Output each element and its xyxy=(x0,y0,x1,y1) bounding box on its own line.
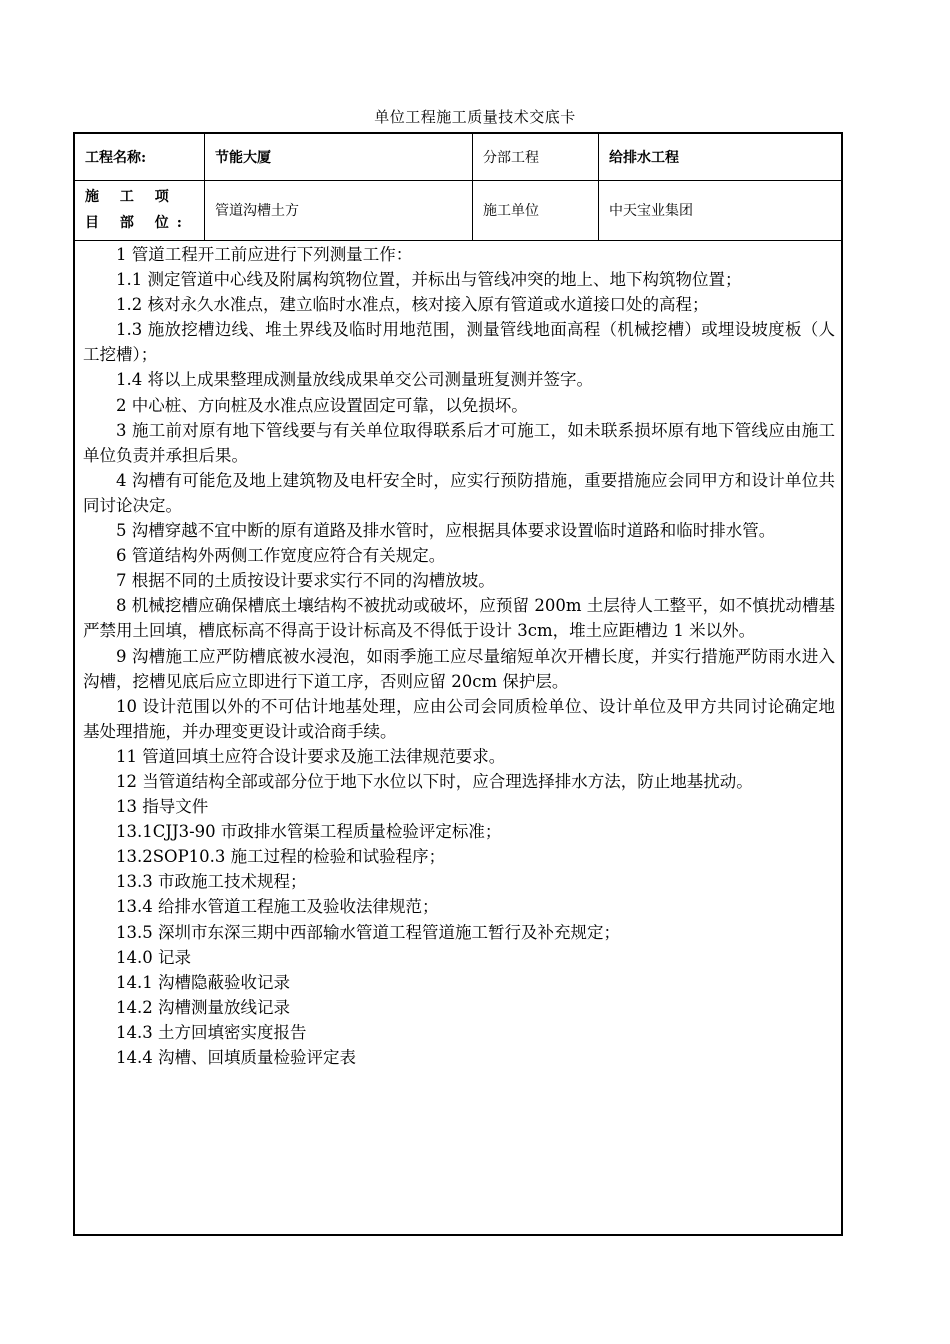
paragraph: 12 当管道结构全部或部分位于地下水位以下时，应合理选择排水方法，防止地基扰动。 xyxy=(116,771,753,791)
project-name-value: 节能大厦 xyxy=(205,134,473,180)
paragraph: 1.4 将以上成果整理成测量放线成果单交公司测量班复测并签字。 xyxy=(116,370,593,390)
document-title: 单位工程施工质量技术交底卡 xyxy=(374,108,576,126)
header-row-1 xyxy=(75,134,841,181)
paragraph: 1 管道工程开工前应进行下列测量工作： xyxy=(116,245,413,264)
paragraph: 14.4 沟槽、回填质量检验评定表 xyxy=(116,1048,356,1067)
disclosure-content xyxy=(83,242,835,1070)
paragraph: 6 管道结构外两侧工作宽度应符合有关规定。 xyxy=(116,546,446,566)
paragraph: 4 沟槽有可能危及地上建筑物及电杆安全时，应实行预防措施，重要措施应会同甲方和设计单位共同讨论决定。 xyxy=(83,470,835,515)
paragraph: 3 施工前对原有地下管线要与有关单位取得联系后才可施工，如未联系损坏原有地下管线应由施工单位负责并承担后果。 xyxy=(83,420,835,465)
paragraph: 14.0 记录 xyxy=(116,947,191,967)
paragraph: 2 中心桩、方向桩及水准点应设置固定可靠，以免损坏。 xyxy=(116,395,528,415)
paragraph: 14.2 沟槽测量放线记录 xyxy=(116,997,290,1017)
project-name-label: 工程名称: xyxy=(75,134,205,180)
paragraph: 8 机械挖槽应确保槽底土壤结构不被扰动或破坏，应预留 200m 土层待人工整平，如不慎扰动槽基严禁用土回填，槽底标高不得高于设计标高及不得低于设计 3cm，堆土应距槽边 1 米以外。 xyxy=(83,596,835,641)
paragraph: 13.4 给排水管道工程施工及验收法律规范； xyxy=(116,897,439,917)
paragraph: 13 指导文件 xyxy=(116,797,209,817)
sub-project-value: 给排水工程 xyxy=(609,150,679,166)
sub-project-label: 分部工程 xyxy=(473,134,599,180)
header-row-2 xyxy=(75,180,841,241)
paragraph: 14.3 土方回填密实度报告 xyxy=(116,1022,307,1042)
paragraph: 10 设计范围以外的不可估计地基处理，应由公司会同质检单位、设计单位及甲方共同讨论确定地基处理措施，并办理变更设计或洽商手续。 xyxy=(83,696,835,741)
paragraph: 13.2SOP10.3 施工过程的检验和试验程序； xyxy=(116,847,446,867)
paragraph: 11 管道回填土应符合设计要求及施工法律规范要求。 xyxy=(116,746,506,766)
part-label: 施 工 项 目 部 位: xyxy=(75,180,205,240)
part-value: 管道沟槽土方 xyxy=(205,180,473,240)
unit-value: 中天宝业集团 xyxy=(609,203,693,219)
paragraph: 9 沟槽施工应严防槽底被水浸泡，如雨季施工应尽量缩短单次开槽长度，并实行措施严防雨水进入沟槽，挖槽见底后应立即进行下道工序，否则应留 20cm 保护层。 xyxy=(83,646,835,691)
disclosure-card xyxy=(73,132,843,1236)
paragraph: 13.5 深圳市东深三期中西部输水管道工程管道施工暂行及补充规定； xyxy=(116,922,620,942)
paragraph: 1.1 测定管道中心线及附属构筑物位置，并标出与管线冲突的地上、地下构筑物位置； xyxy=(116,270,742,290)
paragraph: 7 根据不同的土质按设计要求实行不同的沟槽放坡。 xyxy=(116,571,495,591)
paragraph: 13.3 市政施工技术规程； xyxy=(116,872,307,892)
paragraph: 5 沟槽穿越不宜中断的原有道路及排水管时，应根据具体要求设置临时道路和临时排水管。 xyxy=(116,521,776,541)
paragraph: 14.1 沟槽隐蔽验收记录 xyxy=(116,972,290,992)
paragraph: 1.3 施放挖槽边线、堆土界线及临时用地范围，测量管线地面高程（机械挖槽）或埋设坡度板（人工挖槽）； xyxy=(83,320,835,365)
paragraph: 13.1CJJ3-90 市政排水管渠工程质量检验评定标准； xyxy=(116,822,502,842)
unit-label: 施工单位 xyxy=(473,180,599,240)
paragraph: 1.2 核对永久水准点，建立临时水准点，核对接入原有管道或水道接口处的高程； xyxy=(116,295,709,315)
